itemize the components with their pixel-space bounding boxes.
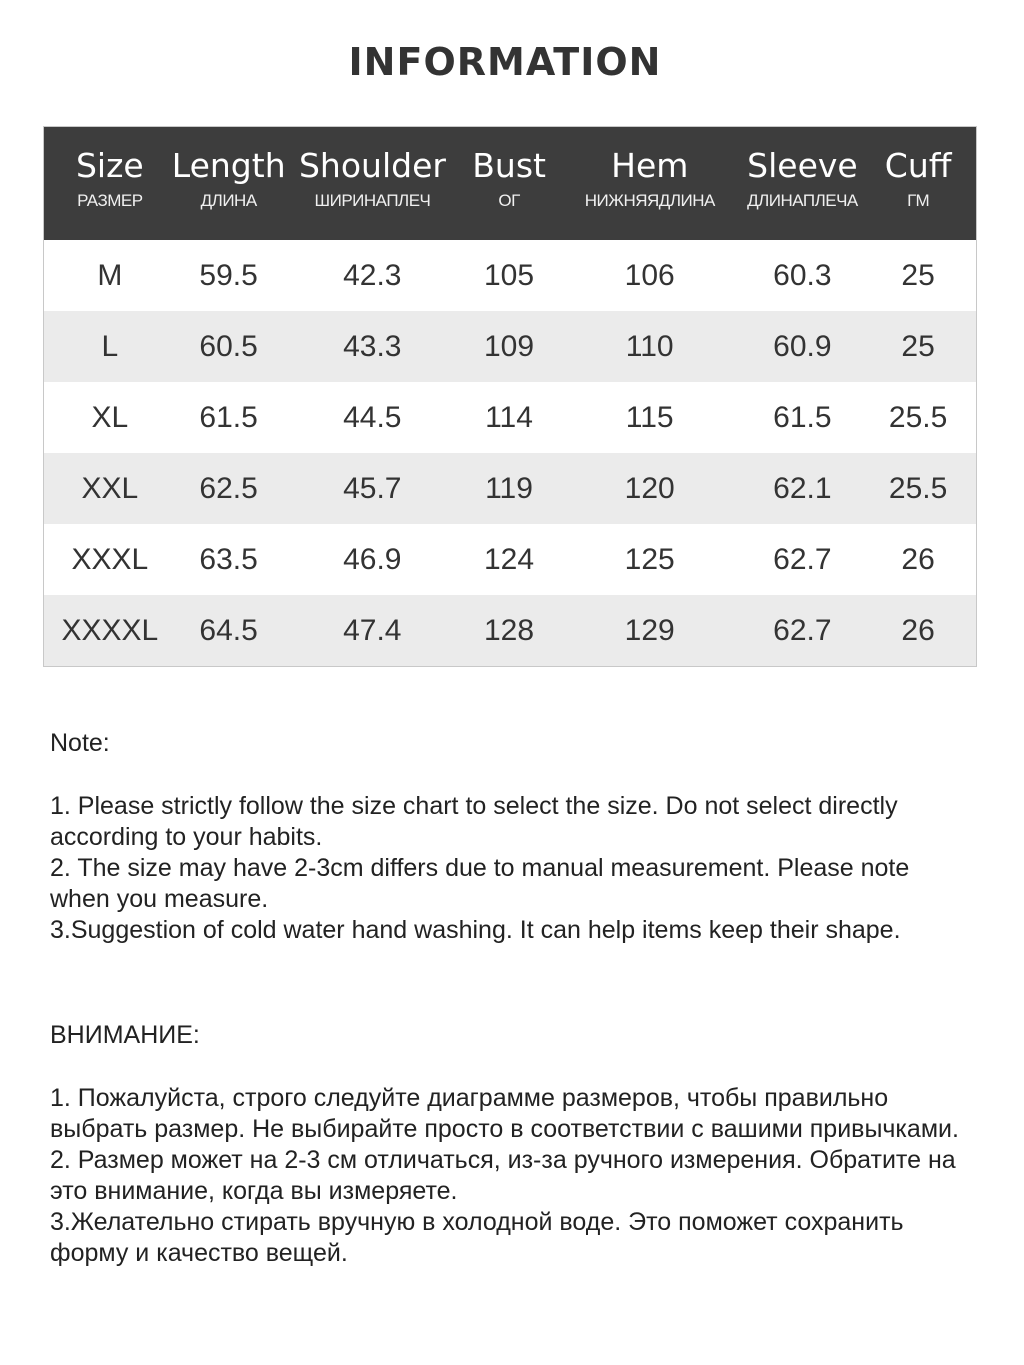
table-cell: 26	[901, 542, 935, 576]
table-cell: 47.4	[343, 613, 402, 647]
table-cell: 59.5	[199, 258, 258, 292]
column-header-sublabel: НИЖНЯЯДЛИНА	[584, 191, 715, 210]
table-cell: M	[97, 258, 123, 292]
column-header-sleeve	[745, 127, 861, 240]
table-cell: 109	[483, 329, 535, 363]
table-row	[44, 382, 976, 453]
table-cell: 128	[483, 613, 535, 647]
note-heading: ВНИМАНИЕ:	[50, 1021, 200, 1049]
table-cell: 62.1	[773, 471, 832, 505]
table-cell: L	[101, 329, 119, 363]
table-cell: 64.5	[199, 613, 258, 647]
table-row	[44, 595, 976, 666]
table-cell: XXXXL	[61, 613, 159, 647]
column-header-cuff	[860, 127, 976, 240]
table-cell: 120	[624, 471, 675, 505]
column-header-label: Hem	[611, 146, 689, 185]
table-cell: 60.5	[199, 329, 258, 363]
size-chart-table	[43, 126, 977, 667]
note-line: 3.Желательно стирать вручную в холодной воде. Это поможет сохранить форму и качество вещей.	[50, 1208, 904, 1267]
table-cell: 25	[901, 258, 935, 292]
table-cell: 124	[483, 542, 535, 576]
column-header-hem	[555, 127, 745, 240]
table-row	[44, 453, 976, 524]
column-header-label: Cuff	[884, 146, 952, 185]
note-section-russian	[50, 1020, 970, 1269]
table-cell: XL	[91, 400, 129, 434]
column-header-sublabel: ШИРИНАПЛЕЧ	[314, 191, 431, 210]
table-cell: XXL	[81, 471, 139, 505]
note-line: 1. Пожалуйста, строго следуйте диаграмме размеров, чтобы правильно выбрать размер. Не выбирайте просто в соответствии с вашими привычками.	[50, 1084, 959, 1143]
column-header-label: Shoulder	[298, 146, 446, 185]
note-heading: Note:	[50, 729, 110, 757]
table-cell: 110	[625, 329, 674, 363]
table-cell: 44.5	[343, 400, 402, 434]
note-line: 3.Suggestion of cold water hand washing. It can help items keep their shape.	[50, 916, 901, 944]
column-header-bust	[463, 127, 555, 240]
note-line: 2. The size may have 2-3cm differs due to manual measurement. Please note when you measure.	[50, 854, 910, 913]
table-row	[44, 240, 976, 311]
column-header-sublabel: ГМ	[907, 191, 930, 210]
table-cell: 125	[624, 542, 675, 576]
table-cell: 25	[901, 329, 935, 363]
column-header-label: Size	[75, 146, 144, 185]
column-header-size	[44, 127, 176, 240]
table-cell: 62.7	[773, 613, 832, 647]
table-cell: 42.3	[343, 258, 402, 292]
table-cell: 46.9	[343, 542, 402, 576]
table-cell: 60.3	[773, 258, 832, 292]
column-header-length	[171, 127, 286, 240]
column-header-label: Bust	[472, 146, 546, 185]
table-row	[44, 524, 976, 595]
table-cell: 62.7	[773, 542, 832, 576]
note-line: 1. Please strictly follow the size chart to select the size. Do not select directly according to your habits.	[50, 792, 898, 851]
table-cell: 26	[901, 613, 935, 647]
column-header-sublabel: РАЗМЕР	[77, 191, 143, 210]
page-title: INFORMATION	[348, 40, 662, 84]
table-cell: 61.5	[773, 400, 832, 434]
table-cell: 114	[485, 400, 533, 434]
table-cell: 43.3	[343, 329, 402, 363]
table-cell: 25.5	[888, 400, 948, 434]
column-header-shoulder	[282, 127, 464, 240]
note-line: 2. Размер может на 2-3 см отличаться, из-за ручного измерения. Обратите на это внимание, когда вы измеряете.	[50, 1146, 956, 1205]
table-cell: 63.5	[199, 542, 258, 576]
table-header	[44, 127, 976, 240]
table-cell: 119	[485, 471, 533, 505]
table-cell: 105	[483, 258, 535, 292]
column-header-label: Sleeve	[747, 146, 858, 185]
table-cell: 25.5	[888, 471, 948, 505]
column-header-sublabel: ОГ	[498, 191, 520, 210]
table-cell: 61.5	[199, 400, 258, 434]
note-section-english	[50, 728, 970, 946]
table-cell: XXXL	[71, 542, 149, 576]
table-row	[44, 311, 976, 382]
table-cell: 115	[625, 400, 674, 434]
table-cell: 129	[624, 613, 675, 647]
table-cell: 45.7	[343, 471, 402, 505]
table-cell: 106	[624, 258, 675, 292]
table-cell: 60.9	[773, 329, 832, 363]
column-header-sublabel: ДЛИНАПЛЕЧА	[747, 191, 858, 210]
column-header-sublabel: ДЛИНА	[200, 191, 257, 210]
table-cell: 62.5	[199, 471, 258, 505]
column-header-label: Length	[171, 146, 286, 185]
